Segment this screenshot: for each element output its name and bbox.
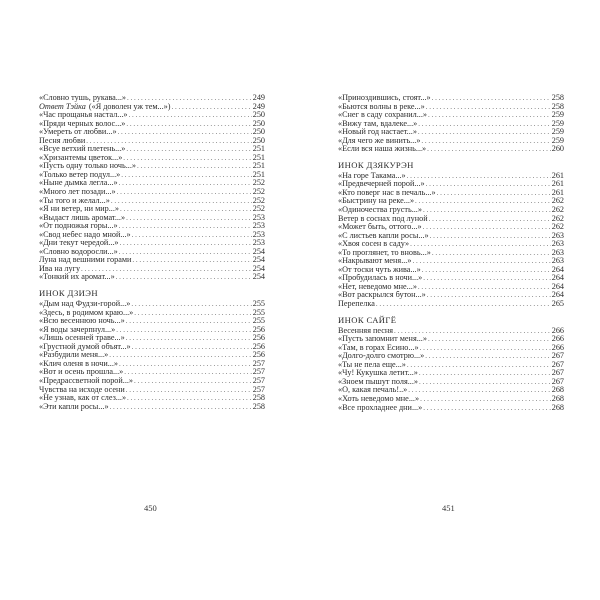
toc-entry: [39, 343, 265, 352]
dot-leader: [425, 352, 551, 361]
toc-entry-title: [39, 103, 171, 112]
dot-leader: [131, 300, 251, 309]
dot-leader: [116, 326, 252, 335]
dot-leader: [408, 386, 550, 395]
dot-leader: [109, 351, 252, 360]
dot-leader: [132, 256, 251, 265]
toc-entry-page: 259: [551, 111, 564, 120]
toc-entry-title: «Зноем пышут поля...»: [338, 377, 418, 386]
toc-entry-title: «Может быть, оттого...»: [338, 223, 422, 232]
toc-entry-page: 261: [551, 171, 564, 180]
dot-leader: [419, 378, 551, 387]
toc-entry-title: «Я воды зачерпнул...»: [39, 325, 116, 334]
dot-leader: [421, 137, 550, 146]
toc-entry-page: 254: [252, 256, 265, 265]
toc-entry-page: 267: [551, 352, 564, 361]
toc-entry: [39, 403, 265, 412]
toc-entry-title: «Пусть одну только ночь...»: [39, 162, 136, 171]
toc-entry-title: «Я ни ветер, ни мир...»: [39, 205, 119, 214]
toc-entry-page: 268: [551, 403, 564, 412]
dot-leader: [415, 197, 551, 206]
toc-entry-title: «Вот и осень прошла...»: [39, 368, 124, 377]
toc-entry: [39, 317, 265, 326]
toc-entry: [338, 145, 564, 154]
toc-entry: [39, 368, 265, 377]
toc-entry-page: 257: [252, 359, 265, 368]
toc-entry-page: 255: [252, 317, 265, 326]
toc-entry: [39, 188, 265, 197]
dot-leader: [426, 103, 551, 112]
toc-entry-page: 263: [551, 231, 564, 240]
dot-leader: [427, 145, 551, 154]
dot-leader: [126, 386, 252, 395]
toc-entry: [338, 137, 564, 146]
dot-leader: [111, 197, 252, 206]
toc-entry-page: 260: [551, 145, 564, 154]
toc-entry: [338, 404, 564, 413]
section-heading: ИНОК САЙГЁ: [338, 314, 397, 325]
dot-leader: [120, 239, 252, 248]
dot-leader: [423, 223, 551, 232]
toc-entry-title: «Клич оленя в ночи...»: [39, 359, 118, 368]
toc-entry-title: «Долго-долго смотрю...»: [338, 352, 425, 361]
toc-entry: [338, 197, 564, 206]
toc-entry-title: «Снег в саду сохранил...»: [338, 111, 427, 120]
toc-entry-title: Ива на лугу: [39, 264, 81, 273]
toc-entry-page: 256: [252, 325, 265, 334]
dot-leader: [432, 249, 551, 258]
toc-entry-title: «Хоть неведомо мне...»: [338, 394, 420, 403]
toc-entry: [39, 197, 265, 206]
toc-entry-page: 254: [252, 247, 265, 256]
toc-entry: [39, 231, 265, 240]
toc-entry-page: 256: [252, 342, 265, 351]
toc-entry-page: 253: [252, 222, 265, 231]
toc-entry: [338, 240, 564, 249]
dot-leader: [407, 172, 551, 181]
dot-leader: [119, 248, 252, 257]
dot-leader: [394, 327, 551, 336]
toc-entry-page: 258: [252, 394, 265, 403]
toc-entry-page: 266: [551, 335, 564, 344]
toc-entry-title: Весенняя песня: [338, 326, 394, 335]
toc-entry-title: «Одиночества грусть...»: [338, 206, 422, 215]
toc-entry: [39, 111, 265, 120]
dot-leader: [126, 334, 252, 343]
toc-entry: [39, 179, 265, 188]
toc-entry-title: «Все прохладнее дни...»: [338, 403, 423, 412]
toc-entry-title: «Умереть от любви...»: [39, 128, 117, 137]
toc-entry-page: 250: [252, 111, 265, 120]
toc-entry-title: «Здесь, в родимом краю...»: [39, 308, 134, 317]
dot-leader: [124, 368, 251, 377]
toc-entry: [338, 206, 564, 215]
toc-entry: [39, 94, 265, 103]
toc-entry: [39, 128, 265, 137]
section-heading: ИНОК ДЗИЭН: [39, 288, 98, 299]
toc-entry-title: «Только ветер подул...»: [39, 170, 121, 179]
toc-entry: [338, 215, 564, 224]
toc-entry: [39, 154, 265, 163]
toc-entry: [39, 300, 265, 309]
toc-entry: [338, 395, 564, 404]
dot-leader: [427, 291, 551, 300]
dot-leader: [420, 344, 551, 353]
dot-leader: [407, 361, 551, 370]
dot-leader: [423, 274, 551, 283]
toc-entry-page: 258: [551, 94, 564, 102]
toc-entry-page: 251: [252, 170, 265, 179]
toc-entry-page: 268: [551, 386, 564, 395]
dot-leader: [117, 188, 252, 197]
dot-leader: [86, 137, 252, 146]
dot-leader: [119, 360, 252, 369]
toc-entry-page: 252: [252, 205, 265, 214]
toc-entry-title: Чувства на исходе осени: [39, 385, 125, 394]
dot-leader: [412, 257, 550, 266]
toc-entry: [338, 249, 564, 258]
toc-entry-page: 255: [252, 300, 265, 309]
toc-entry: [338, 344, 564, 353]
toc-entry: [338, 189, 564, 198]
dot-leader: [376, 300, 551, 309]
toc-entry-title: «Хвоя сосен в саду»: [338, 240, 410, 249]
toc-entry: [39, 120, 265, 129]
toc-entry-title: «Словно тушь, рукава...»: [39, 94, 127, 102]
toc-entry-title: «Пусть запомнит меня...»: [338, 335, 427, 344]
toc-entry-title: «Свод небес надо мной...»: [39, 230, 131, 239]
toc-entry-page: 249: [252, 94, 265, 102]
toc-entry: [39, 171, 265, 180]
toc-entry: [338, 283, 564, 292]
toc-entry-page: 251: [252, 145, 265, 154]
toc-entry-title: «На горе Такама...»: [338, 171, 406, 180]
toc-entry: [39, 309, 265, 318]
toc-entry-title: «Лишь осенней траве...»: [39, 334, 125, 343]
toc-entry: [39, 214, 265, 223]
toc-entry-title: «Вижу там, вдалеке...»: [338, 119, 418, 128]
dot-leader: [423, 206, 551, 215]
dot-leader: [127, 394, 252, 403]
toc-entry: [338, 369, 564, 378]
dot-leader: [420, 395, 551, 404]
toc-entry-title: «Хризантемы цветок...»: [39, 153, 123, 162]
toc-entry-title: «Для чего же винить...»: [338, 136, 421, 145]
toc-entry-title: «С листьев капли росы...»: [338, 231, 429, 240]
dot-leader: [418, 283, 551, 292]
toc-entry: [39, 273, 265, 282]
toc-entry: [338, 327, 564, 336]
toc-entry-title: «Эти капли росы...»: [39, 402, 109, 411]
toc-entry-title: «Чу! Кукушка летит...»: [338, 369, 418, 378]
toc-entry-page: 254: [252, 264, 265, 273]
toc-entry-title: «О, какая печаль!..»: [338, 386, 408, 395]
toc-entry: [338, 300, 564, 309]
dot-leader: [418, 128, 551, 137]
dot-leader: [437, 189, 551, 198]
toc-entry: [39, 222, 265, 231]
left-page-toc: [39, 94, 265, 411]
toc-entry-page: 262: [551, 206, 564, 215]
toc-entry-page: 268: [551, 394, 564, 403]
toc-entry: [338, 128, 564, 137]
toc-entry-title: «Ты не пела еще...»: [338, 360, 406, 369]
toc-entry-title: «Не узнав, как от слез...»: [39, 394, 127, 403]
right-page-toc: [338, 94, 564, 412]
toc-entry-title: «Предрассветной порой...»: [39, 376, 134, 385]
dot-leader: [410, 240, 551, 249]
toc-entry-page: 252: [252, 179, 265, 188]
dot-leader: [81, 265, 252, 274]
toc-entry-title: «Новый год настает...»: [338, 128, 417, 137]
toc-entry-page: 264: [551, 265, 564, 274]
toc-entry-page: 263: [551, 248, 564, 257]
dot-leader: [419, 369, 551, 378]
toc-entry-title: «От подножья горы...»: [39, 222, 118, 231]
toc-entry-title: «Пробудилась в ночи...»: [338, 274, 423, 283]
toc-entry-page: 258: [551, 102, 564, 111]
toc-entry-page: 249: [252, 102, 265, 111]
toc-entry-title: «Если вся наша жизнь...»: [338, 145, 427, 154]
toc-entry-page: 267: [551, 360, 564, 369]
toc-entry: [338, 103, 564, 112]
toc-entry-page: 267: [551, 369, 564, 378]
toc-entry-page: 258: [252, 402, 265, 411]
dot-leader: [428, 111, 551, 120]
dot-leader: [134, 377, 252, 386]
toc-entry-page: 259: [551, 136, 564, 145]
toc-entry-title: Песня любви: [39, 136, 86, 145]
toc-entry-title: «Ныне дымка легла...»: [39, 179, 118, 188]
dot-leader: [126, 317, 252, 326]
toc-entry: [39, 386, 265, 395]
toc-entry: [338, 172, 564, 181]
toc-entry-title: «Накрывают меня...»: [338, 257, 412, 266]
toc-entry-title: «Пряди черных волос...»: [39, 119, 126, 128]
dot-leader: [126, 120, 251, 129]
toc-entry: [338, 335, 564, 344]
dot-leader: [120, 205, 252, 214]
toc-entry: [39, 162, 265, 171]
toc-entry-page: 250: [252, 119, 265, 128]
toc-entry: [39, 239, 265, 248]
toc-entry: [39, 334, 265, 343]
toc-entry-page: 253: [252, 239, 265, 248]
dot-leader: [426, 180, 551, 189]
toc-entry: [39, 205, 265, 214]
dot-leader: [430, 232, 551, 241]
toc-entry-page: 264: [551, 291, 564, 300]
toc-entry-page: 263: [551, 257, 564, 266]
toc-entry: [338, 120, 564, 129]
toc-entry: [338, 180, 564, 189]
dot-leader: [422, 266, 551, 275]
dot-leader: [132, 343, 252, 352]
toc-entry-title: «Дым над Фудзи-горой...»: [39, 300, 131, 309]
toc-entry: [39, 326, 265, 335]
toc-entry-page: 262: [551, 214, 564, 223]
toc-entry-page: 267: [551, 377, 564, 386]
toc-entry-title: «Быстрину на реке...»: [338, 197, 415, 206]
dot-leader: [129, 111, 252, 120]
toc-entry: [338, 378, 564, 387]
toc-entry: [39, 394, 265, 403]
dot-leader: [137, 162, 252, 171]
toc-entry-title: «Всю весеннюю ночь...»: [39, 317, 125, 326]
toc-entry-title: «Много лет позади...»: [39, 188, 116, 197]
toc-entry-page: 253: [252, 213, 265, 222]
toc-entry: [39, 351, 265, 360]
toc-entry: [338, 352, 564, 361]
toc-entry-page: 251: [252, 162, 265, 171]
toc-entry: [338, 257, 564, 266]
dot-leader: [134, 309, 251, 318]
dot-leader: [110, 403, 252, 412]
toc-entry-page: 254: [252, 273, 265, 282]
dot-leader: [116, 273, 252, 282]
dot-leader: [119, 179, 252, 188]
toc-entry-title: «От тоски чуть жива...»: [338, 265, 421, 274]
toc-entry: [338, 94, 564, 103]
toc-entry-title: «Грустной думой объят...»: [39, 342, 131, 351]
toc-entry-page: 266: [551, 326, 564, 335]
toc-entry: [39, 377, 265, 386]
toc-entry: [39, 248, 265, 257]
dot-leader: [418, 120, 551, 129]
toc-entry-page: 256: [252, 334, 265, 343]
toc-entry-title: «То проглянет, то вновь...»: [338, 248, 431, 257]
toc-entry-title: «Предвечерней порой...»: [338, 180, 425, 189]
toc-entry-page: 264: [551, 274, 564, 283]
toc-entry-title: «Кто поверг нас в печаль...»: [338, 188, 436, 197]
dot-leader: [121, 171, 251, 180]
toc-entry: [39, 145, 265, 154]
toc-entry-page: 250: [252, 128, 265, 137]
toc-entry-page: 264: [551, 282, 564, 291]
toc-entry: [338, 386, 564, 395]
toc-entry: [338, 232, 564, 241]
toc-entry: [338, 111, 564, 120]
dot-leader: [429, 215, 551, 224]
toc-entry-title: «Приноздившись, стоят...»: [338, 94, 431, 102]
toc-entry: [39, 360, 265, 369]
toc-entry-title: «Разбудили меня...»: [39, 351, 109, 360]
dot-leader: [118, 128, 252, 137]
toc-entry-page: 257: [252, 368, 265, 377]
toc-entry-title: «Всуе ветхий плетень...»: [39, 145, 126, 154]
toc-entry-page: 251: [252, 153, 265, 162]
toc-entry-page: 250: [252, 136, 265, 145]
toc-entry-title: «Бьются волны в реке...»: [338, 102, 425, 111]
toc-entry-page: 257: [252, 376, 265, 385]
toc-entry-page: 252: [252, 196, 265, 205]
toc-entry: [338, 291, 564, 300]
dot-leader: [132, 231, 252, 240]
toc-entry-title: «Нет, неведомо мне...»: [338, 282, 417, 291]
toc-entry-page: 265: [551, 300, 564, 309]
toc-entry: [338, 274, 564, 283]
toc-entry-title: Перепелка: [338, 300, 375, 309]
toc-entry-page: 261: [551, 180, 564, 189]
dot-leader: [119, 222, 252, 231]
toc-entry-page: 259: [551, 119, 564, 128]
dot-leader: [428, 335, 551, 344]
toc-entry-page: 262: [551, 223, 564, 232]
toc-entry-title: Ветер в соснах под луной: [338, 214, 428, 223]
toc-entry: [338, 223, 564, 232]
toc-entry-page: 255: [252, 308, 265, 317]
toc-entry-title: «Вот раскрылся бутон...»: [338, 291, 426, 300]
toc-entry-title-italic: Ответ Тэйка: [39, 102, 86, 111]
toc-entry-title: «Словно водоросли...»: [39, 247, 118, 256]
dot-leader: [123, 154, 251, 163]
dot-leader: [127, 94, 252, 103]
toc-entry-page: 263: [551, 240, 564, 249]
toc-entry-title-rest: («Я доволен уж тем...»): [86, 102, 171, 111]
dot-leader: [423, 404, 551, 413]
toc-entry: [338, 361, 564, 370]
toc-entry-page: 252: [252, 188, 265, 197]
toc-entry-title: «Тонкий их аромат...»: [39, 273, 115, 282]
toc-entry-page: 256: [252, 351, 265, 360]
dot-leader: [126, 214, 252, 223]
toc-entry-page: 266: [551, 343, 564, 352]
toc-entry-title: «Час прощанья настал...»: [39, 111, 128, 120]
toc-entry-page: 261: [551, 188, 564, 197]
toc-entry-page: 262: [551, 197, 564, 206]
toc-entry-title: Луна над вешними горами: [39, 256, 132, 265]
toc-entry-page: 253: [252, 230, 265, 239]
toc-entry-title: «Там, в горах Ёсино...»: [338, 343, 419, 352]
toc-entry-title: «Ты того и желал...»: [39, 196, 110, 205]
toc-entry: [338, 266, 564, 275]
dot-leader: [432, 94, 551, 103]
section-heading: ИНОК ДЗЯКУРЭН: [338, 159, 414, 170]
toc-entry-title: «Дни текут чередой...»: [39, 239, 119, 248]
toc-entry: [39, 265, 265, 274]
toc-entry: [39, 137, 265, 146]
page-number-left: 450: [144, 503, 157, 513]
toc-entry-page: 259: [551, 128, 564, 137]
page-number-right: 451: [442, 503, 455, 513]
toc-entry: [39, 103, 265, 112]
toc-entry-page: 257: [252, 385, 265, 394]
toc-entry-title: «Выдаст лишь аромат...»: [39, 213, 126, 222]
dot-leader: [126, 145, 251, 154]
dot-leader: [171, 103, 251, 112]
toc-entry: [39, 256, 265, 265]
